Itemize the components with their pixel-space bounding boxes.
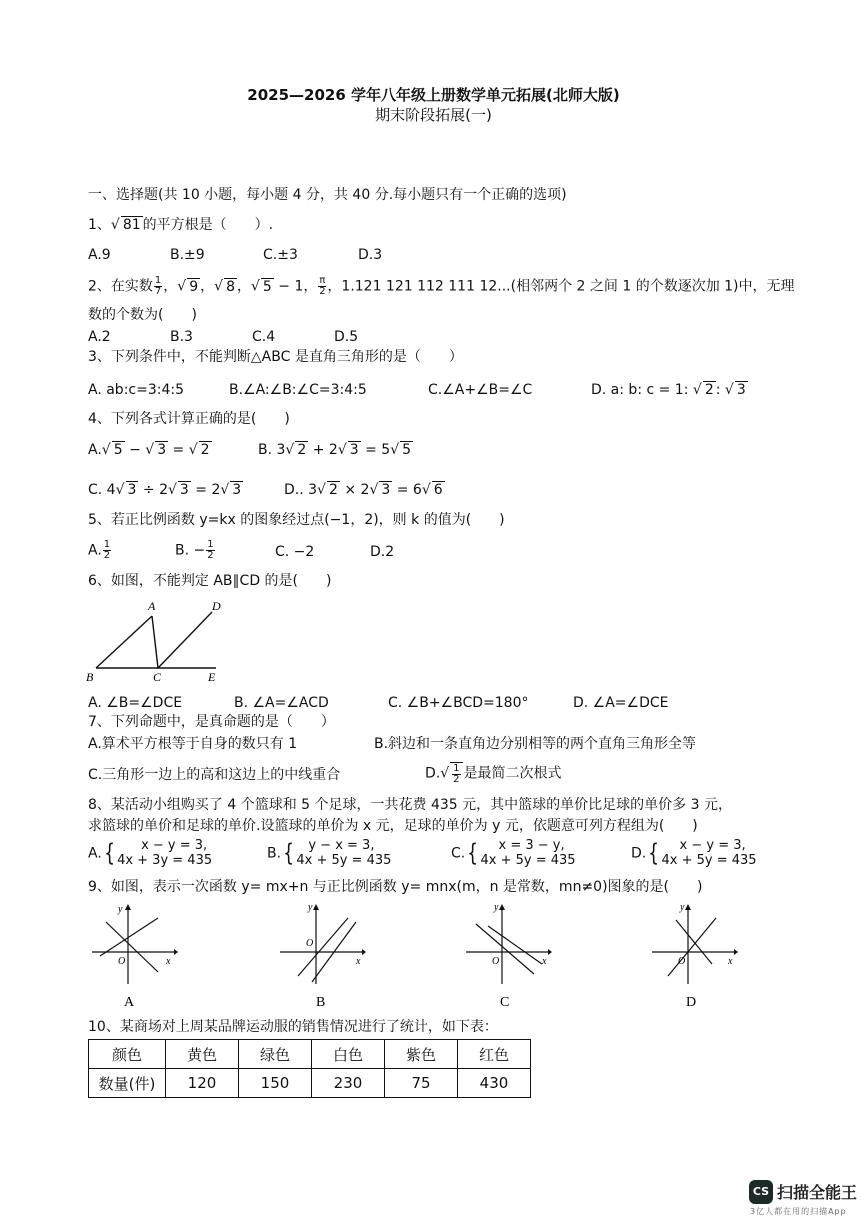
brace: { <box>467 839 479 867</box>
y-arrow-icon <box>499 904 505 910</box>
sqrt-sign: √ <box>220 482 230 498</box>
line-1 <box>668 918 716 976</box>
q6-option-b: B. ∠A=∠ACD <box>234 695 329 711</box>
q8-line1: 8、某活动小组购买了 4 个篮球和 5 个足球，一共花费 435 元，其中篮球的单价比足球的单价多 3 元， <box>88 797 732 813</box>
system <box>481 838 576 868</box>
den: 2 <box>453 774 460 785</box>
q9-graph-d <box>648 900 738 1010</box>
origin-label: O <box>118 956 126 967</box>
op: = 5 <box>360 442 391 458</box>
x-label: x <box>356 956 361 967</box>
q7-option-c: C.三角形一边上的高和这边上的中线重合 <box>88 767 341 783</box>
table-row <box>89 1069 531 1098</box>
q6-option-a: A. ∠B=∠DCE <box>88 695 183 711</box>
rad: 3 <box>127 482 137 498</box>
q2-option-b: B.3 <box>170 329 193 345</box>
eq2: 4x + 5y = 435 <box>661 853 757 868</box>
question-4: 4、下列各式计算正确的是( ) <box>88 411 290 427</box>
q2-option-a: A.2 <box>88 329 111 345</box>
table-cell: 数量(件) <box>89 1069 166 1098</box>
q2-option-c: C.4 <box>252 329 276 345</box>
q7-option-d <box>425 762 562 785</box>
label-d: D <box>212 599 221 613</box>
section-heading: 一、选择题(共 10 小题，每小题 4 分，共 40 分.每小题只有一个正确的选项) <box>88 187 567 203</box>
question-1 <box>88 216 273 234</box>
op: ÷ 2 <box>138 482 168 498</box>
table-cell: 黄色 <box>166 1040 239 1069</box>
q8-option-d <box>631 838 757 868</box>
table-cell: 230 <box>312 1069 385 1098</box>
op: = <box>168 442 189 458</box>
sqrt-sign: √ <box>188 442 198 458</box>
q3-option-d <box>591 381 748 399</box>
q2-frac2-den: 2 <box>319 286 326 297</box>
q4-option-b <box>258 441 413 459</box>
question-2 <box>88 276 795 297</box>
table-cell: 绿色 <box>239 1040 312 1069</box>
eq1: x − y = 3, <box>679 838 746 853</box>
fraction-1-7 <box>154 276 162 297</box>
question-10: 10、某商场对上周某品牌运动服的销售情况进行了统计，如下表： <box>88 1019 498 1035</box>
y-label: y <box>680 902 685 913</box>
comma: ， <box>200 278 215 295</box>
q8-option-a <box>88 838 212 868</box>
rad: 6 <box>433 482 443 498</box>
q9-graph-c <box>462 900 552 1010</box>
op: C. 4 <box>88 482 116 498</box>
graph-label: D <box>686 995 697 1010</box>
q7-option-b: B.斜边和一条直角边分别相等的两个直角三角形全等 <box>374 736 697 752</box>
system <box>117 838 212 868</box>
q5-option-d: D.2 <box>370 544 395 560</box>
comma: ， <box>236 278 251 295</box>
q8-line2: 求篮球的单价和足球的单价.设篮球的单价为 x 元，足球的单价为 y 元，依题意可列方程组为( ) <box>88 818 698 834</box>
y-label: y <box>308 902 313 913</box>
num: 1 <box>103 539 111 550</box>
q2-lead: 2、在实数 <box>88 278 153 295</box>
origin-label: O <box>492 956 500 967</box>
q2-frac1-num: 1 <box>154 275 162 286</box>
op: − <box>124 442 146 458</box>
q2-minus-one: − 1， <box>273 278 318 295</box>
q3-option-a: A. ab:c=3:4:5 <box>88 382 184 398</box>
q3-d-lead: D. a: b: c = 1: <box>591 382 693 398</box>
comma: ， <box>163 278 178 295</box>
label-a: A <box>148 599 156 613</box>
label: D. <box>631 845 647 862</box>
table-header-row <box>89 1040 531 1069</box>
q4-option-c <box>88 481 243 499</box>
x-label: x <box>542 956 547 967</box>
sqrt-sign: √ <box>101 442 111 458</box>
sqrt-sign: √ <box>115 482 125 498</box>
op: D.. 3 <box>284 482 318 498</box>
op: = 2 <box>190 482 221 498</box>
label-c: C <box>153 670 162 684</box>
label: B. − <box>175 542 206 559</box>
q4-option-a <box>88 441 212 459</box>
x-label: x <box>728 956 733 967</box>
sqrt-sign: √ <box>110 217 120 233</box>
op: + 2 <box>308 442 338 458</box>
eq1: x = 3 − y, <box>498 838 565 853</box>
table-cell: 150 <box>239 1069 312 1098</box>
question-3: 3、下列条件中，不能判断△ABC 是直角三角形的是（ ） <box>88 349 463 365</box>
q7-option-a: A.算术平方根等于自身的数只有 1 <box>88 736 298 752</box>
den: 2 <box>103 550 111 561</box>
num: 1 <box>207 539 214 550</box>
q2-frac1-den: 7 <box>154 286 162 297</box>
line-1 <box>100 918 158 956</box>
num: 1 <box>453 763 460 774</box>
sqrt-sign: √ <box>440 765 450 782</box>
x-arrow-icon <box>362 949 366 955</box>
fraction <box>206 540 214 561</box>
q2-frac2-num: π <box>319 275 326 286</box>
sqrt-sign: √ <box>337 442 347 458</box>
op: B. 3 <box>258 442 286 458</box>
label-e: E <box>208 670 216 684</box>
label-b: B <box>86 670 94 684</box>
rad: 3 <box>157 442 167 458</box>
q2-option-d: D.5 <box>334 329 359 345</box>
line-1 <box>476 924 534 974</box>
fraction <box>103 540 111 561</box>
q3-option-b: B.∠A:∠B:∠C=3:4:5 <box>229 382 367 398</box>
x-arrow-icon <box>174 949 178 955</box>
q9-graph-b <box>276 900 366 1010</box>
q3-d-rad2: 3 <box>736 382 746 398</box>
label: A. <box>88 542 102 559</box>
op: × 2 <box>339 482 370 498</box>
sqrt-sign: √ <box>724 382 734 398</box>
rad: 3 <box>381 482 391 498</box>
q1-option-b: B.±9 <box>170 247 205 263</box>
sqrt-sign: √ <box>317 482 326 498</box>
q9-graph-a <box>88 900 178 1010</box>
question-7: 7、下列命题中，是真命题的是（ ） <box>88 714 335 730</box>
sqrt-sign: √ <box>145 442 155 458</box>
page-title: 2025—2026 学年八年级上册数学单元拓展(北师大版) <box>247 86 620 104</box>
system <box>296 838 391 868</box>
question-9: 9、如图，表示一次函数 y= mx+n 与正比例函数 y= mnx(m，n 是常数，mn≠0)图象的是( ) <box>88 879 703 895</box>
den: 2 <box>207 550 214 561</box>
sales-table <box>88 1039 531 1098</box>
table-cell: 120 <box>166 1069 239 1098</box>
q4-option-d <box>284 481 445 499</box>
label: D. <box>425 765 441 782</box>
y-arrow-icon <box>125 904 131 910</box>
question-5: 5、若正比例函数 y=kx 的图象经过点(−1，2)，则 k 的值为( ) <box>88 512 505 528</box>
graph-label: C <box>500 995 510 1010</box>
table-cell: 紫色 <box>385 1040 458 1069</box>
label: C. <box>451 845 466 862</box>
sqrt-sign: √ <box>421 482 431 498</box>
y-arrow-icon <box>685 904 691 910</box>
y-arrow-icon <box>313 904 319 910</box>
eq2: 4x + 3y = 435 <box>117 853 213 868</box>
system <box>662 838 757 868</box>
table-cell: 颜色 <box>89 1040 166 1069</box>
rad: 5 <box>402 442 412 458</box>
q3-option-c: C.∠A+∠B=∠C <box>428 382 533 398</box>
table-cell: 白色 <box>312 1040 385 1069</box>
sqrt-sign: √ <box>285 442 295 458</box>
y-label: y <box>494 902 499 913</box>
q1-option-d: D.3 <box>358 247 383 263</box>
q2-rad1: 9 <box>189 278 199 295</box>
watermark-subtitle: 3亿人都在用的扫描App <box>750 1207 847 1216</box>
question-6: 6、如图，不能判定 AB∥CD 的是( ) <box>88 573 332 589</box>
rad: 3 <box>349 442 359 458</box>
q5-option-c: C. −2 <box>275 544 315 560</box>
q1-number: 1、 <box>88 217 111 233</box>
x-arrow-icon <box>734 949 738 955</box>
q2-line2: 数的个数为( ) <box>88 307 197 323</box>
rad: 2 <box>328 482 338 498</box>
rad: 2 <box>200 442 210 458</box>
sqrt-sign: √ <box>692 382 702 398</box>
sqrt-sign: √ <box>214 278 224 295</box>
q2-text: ，1.121 121 112 111 12...(相邻两个 2 之间 1 的个数逐次加 1)中，无理 <box>327 278 795 295</box>
brace: { <box>104 839 115 867</box>
eq2: 4x + 5y = 435 <box>480 853 576 868</box>
q8-option-c <box>451 838 576 868</box>
sqrt-sign: √ <box>369 482 379 498</box>
watermark-brand: 扫描全能王 <box>777 1183 858 1202</box>
q2-rad2: 8 <box>226 278 235 295</box>
table-cell: 430 <box>458 1069 531 1098</box>
page-subtitle: 期末阶段拓展(一) <box>375 106 492 124</box>
table-cell: 75 <box>385 1069 458 1098</box>
table-cell: 红色 <box>458 1040 531 1069</box>
sqrt-sign: √ <box>167 482 177 498</box>
graph-label: A <box>124 995 135 1010</box>
q4-a-label: A. <box>88 442 102 458</box>
origin-label: O <box>678 956 686 967</box>
line-cd <box>158 612 212 668</box>
fraction-pi-2 <box>318 276 326 297</box>
eq1: y − x = 3, <box>308 838 375 853</box>
graph-label: B <box>316 995 326 1010</box>
label: A. <box>88 845 102 862</box>
camscanner-logo-icon: CS <box>749 1180 773 1204</box>
q5-option-a <box>88 540 112 561</box>
q1-text: 的平方根是（ ）. <box>142 217 274 233</box>
x-label: x <box>166 956 171 967</box>
q8-option-b <box>267 838 391 868</box>
q1-option-c: C.±3 <box>263 247 298 263</box>
q5-option-b <box>175 540 216 561</box>
y-label: y <box>118 904 123 915</box>
origin-label: O <box>306 938 314 949</box>
q6-figure <box>84 596 234 686</box>
label: B. <box>267 845 282 862</box>
q3-d-rad1: 2 <box>704 382 714 398</box>
line-ba <box>96 616 152 668</box>
brace: { <box>283 839 295 867</box>
x-arrow-icon <box>548 949 552 955</box>
eq1: x − y = 3, <box>141 838 208 853</box>
q1-option-a: A.9 <box>88 247 111 263</box>
fraction <box>450 762 462 785</box>
rad: 3 <box>179 482 189 498</box>
op: = 6 <box>392 482 422 498</box>
q2-rad3: 5 <box>262 278 272 295</box>
q1-radicand: 81 <box>122 217 141 233</box>
sqrt-sign: √ <box>250 278 260 295</box>
q3-d-colon: : <box>715 382 725 398</box>
eq2: 4x + 5y = 435 <box>296 853 392 868</box>
line-ac <box>152 616 158 668</box>
sqrt-sign: √ <box>390 442 400 458</box>
text: 是最简二次根式 <box>463 765 562 782</box>
q6-option-d: D. ∠A=∠DCE <box>573 695 669 711</box>
rad: 3 <box>232 482 242 498</box>
rad: 2 <box>297 442 307 458</box>
rad: 5 <box>113 442 123 458</box>
q6-option-c: C. ∠B+∠BCD=180° <box>388 695 529 711</box>
sqrt-sign: √ <box>177 278 187 295</box>
brace: { <box>648 839 660 867</box>
